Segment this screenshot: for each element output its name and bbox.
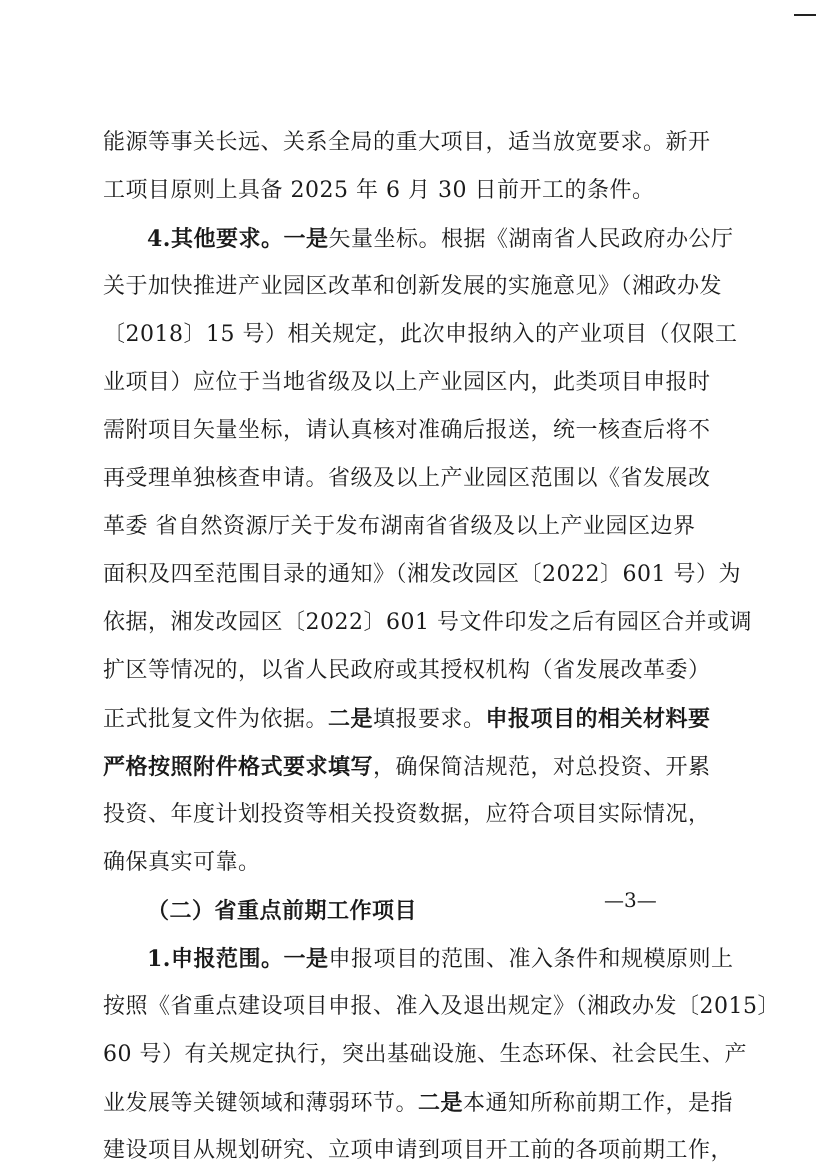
text-line <box>103 455 711 503</box>
text-segment: 60 号）有关规定执行，突出基础设施、生态环保、社会民生、产 <box>103 1042 747 1067</box>
text-segment: 填报要求。 <box>373 707 486 732</box>
text-line <box>103 359 711 407</box>
text-segment: 确保真实可靠。 <box>103 850 261 875</box>
bold-text-segment: 严格按照附件格式要求填写 <box>103 754 374 780</box>
text-segment: 申报项目的范围、准入条件和规模原则上 <box>328 947 734 972</box>
bold-text-segment: 4.其他要求。 <box>147 226 284 252</box>
text-line <box>103 1031 747 1079</box>
text-line <box>103 1127 734 1175</box>
text-segment: 按照《省重点建设项目申报、准入及退出规定》（湘政办发〔2015〕 <box>103 994 780 1019</box>
bold-text-segment: 二是 <box>328 706 374 732</box>
text-line <box>103 167 688 215</box>
text-line <box>103 791 711 839</box>
text-segment: 面积及四至范围目录的通知》（湘发改园区〔2022〕601 号）为 <box>103 562 741 587</box>
bold-text-segment: 申报项目的相关材料要 <box>485 706 711 732</box>
text-segment: 建设项目从规划研究、立项申请到项目开工前的各项前期工作， <box>103 1138 734 1163</box>
text-line <box>103 215 734 263</box>
text-line <box>103 599 752 647</box>
text-segment: 能源等事关长远、关系全局的重大项目，适当放宽要求。新开 <box>103 130 711 155</box>
body-text <box>103 119 780 1175</box>
text-line <box>103 503 696 551</box>
text-line <box>103 1079 734 1127</box>
text-line <box>103 551 741 599</box>
text-segment: 矢量坐标。根据《湖南省人民政府办公厅 <box>328 227 734 252</box>
text-line <box>103 263 723 311</box>
text-line <box>103 983 780 1031</box>
bold-text-segment: 二是 <box>418 1090 464 1116</box>
bold-text-segment: （二）省重点前期工作项目 <box>147 898 418 924</box>
text-line <box>103 407 711 455</box>
text-line <box>103 119 711 167</box>
text-segment: 〔2018〕15 号）相关规定，此次申报纳入的产业项目（仅限工 <box>103 322 738 347</box>
text-line <box>103 695 711 743</box>
text-line <box>103 311 738 359</box>
text-segment: 关于加快推进产业园区改革和创新发展的实施意见》（湘政办发 <box>103 274 723 299</box>
bold-text-segment: 一是 <box>283 946 329 972</box>
text-line <box>103 839 688 887</box>
bold-text-segment: 一是 <box>283 226 329 252</box>
text-segment: 再受理单独核查申请。省级及以上产业园区范围以《省发展改 <box>103 466 711 491</box>
text-segment: 业发展等关键领域和薄弱环节。 <box>103 1091 419 1116</box>
text-segment: 依据，湘发改园区〔2022〕601 号文件印发之后有园区合并或调 <box>103 610 752 635</box>
text-segment: 需附项目矢量坐标，请认真核对准确后报送，统一核查后将不 <box>103 418 711 443</box>
text-segment: 业项目）应位于当地省级及以上产业园区内，此类项目申报时 <box>103 370 711 395</box>
text-segment: 工项目原则上具备 2025 年 6 月 30 日前开工的条件。 <box>103 178 655 203</box>
text-line <box>103 887 688 935</box>
text-segment: 本通知所称前期工作，是指 <box>463 1091 734 1116</box>
page-number: —3— <box>604 888 657 912</box>
text-segment: 扩区等情况的，以省人民政府或其授权机构（省发展改革委） <box>103 658 711 683</box>
text-line <box>103 935 734 983</box>
corner-mark <box>794 14 816 16</box>
text-segment: 革委 省自然资源厅关于发布湖南省省级及以上产业园区边界 <box>103 514 696 539</box>
bold-text-segment: 1.申报范围。 <box>147 946 284 972</box>
text-segment: 投资、年度计划投资等相关投资数据，应符合项目实际情况， <box>103 802 711 827</box>
text-line <box>103 647 711 695</box>
text-segment: ，确保简洁规范，对总投资、开累 <box>373 755 711 780</box>
text-line <box>103 743 711 791</box>
text-segment: 正式批复文件为依据。 <box>103 707 329 732</box>
